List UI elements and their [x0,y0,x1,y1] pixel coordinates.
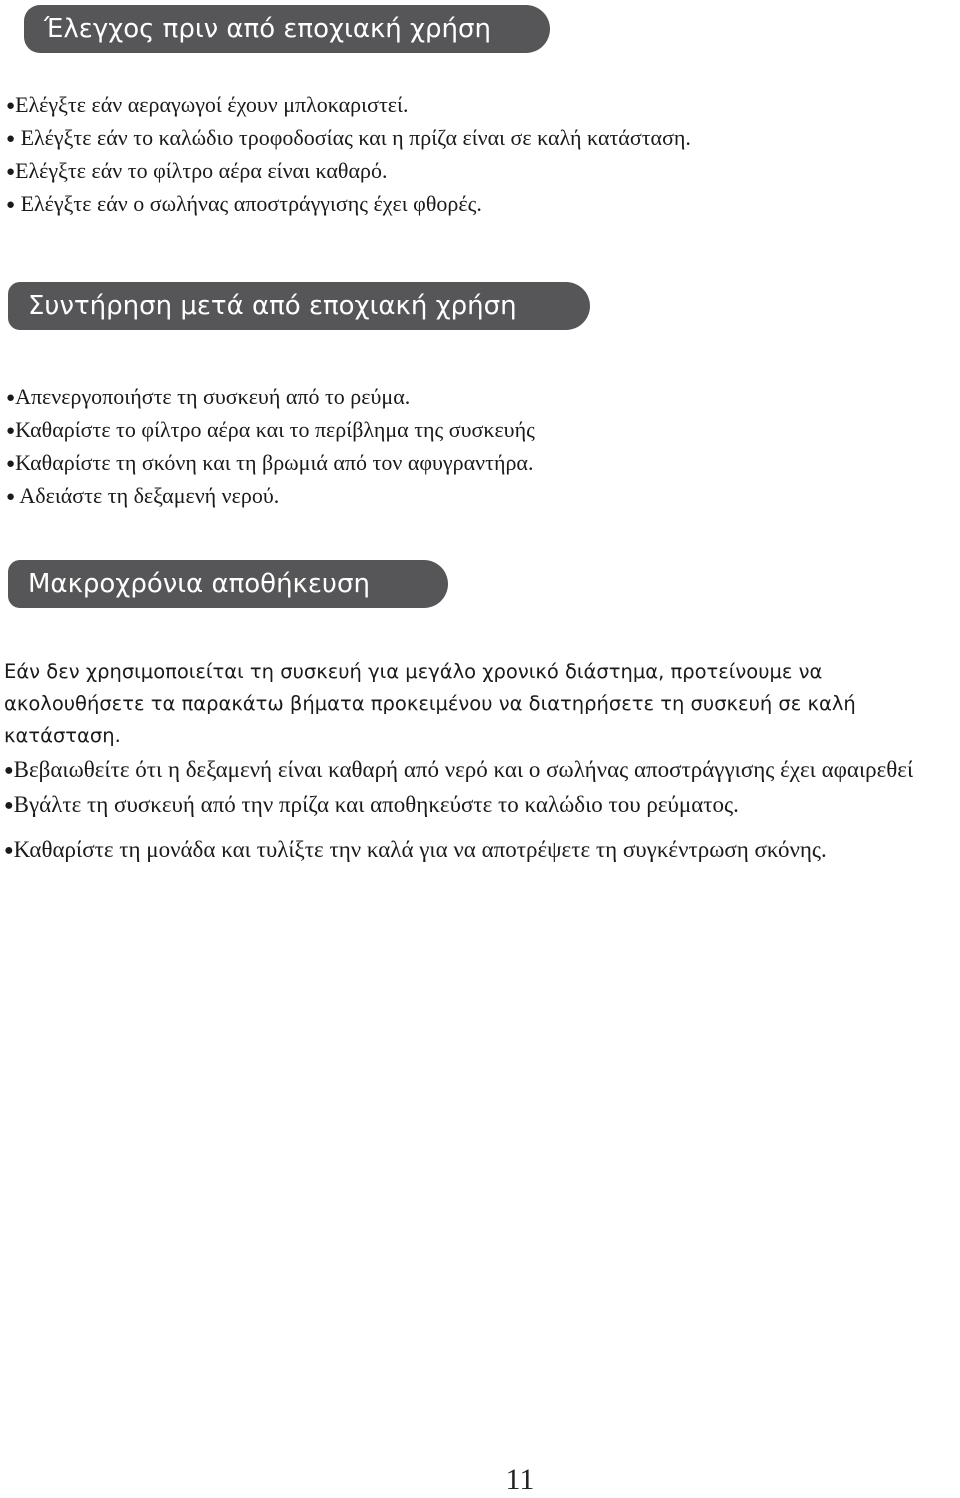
list-item: ●Βεβαιωθείτε ότι η δεξαμενή είναι καθαρή από νερό και ο σωλήνας αποστράγγισης έχει αφαιρεθεί [4,757,914,782]
bullet-icon: ● [4,762,14,779]
list-item: ●Ελέγξτε εάν το φίλτρο αέρα είναι καθαρό. [6,154,691,187]
section-title: Έλεγχος πριν από εποχιακή χρήση [44,14,491,44]
long-term-storage-list [4,754,954,867]
bullet-icon: ● [6,456,16,472]
list-item: ●Βγάλτε τη συσκευή από την πρίζα και αποθηκεύστε το καλώδιο του ρεύματος. [4,792,739,817]
bullet-icon: ● [6,197,16,213]
bullet-icon: ● [4,842,14,859]
bullet-icon: ● [4,797,14,814]
section-header-long-term-storage [8,560,448,608]
list-item: ●Καθαρίστε τη μονάδα και τυλίξτε την καλά για να αποτρέψετε τη συγκέντρωση σκόνης. [4,837,827,862]
pre-season-check-list [6,88,691,220]
section-title: Μακροχρόνια αποθήκευση [28,569,370,599]
list-item: ● Ελέγξτε εάν το καλώδιο τροφοδοσίας και η πρίζα είναι σε καλή κατάσταση. [6,121,691,154]
bullet-icon: ● [6,489,16,505]
bullet-icon: ● [6,131,16,147]
section-title: Συντήρηση μετά από εποχιακή χρήση [28,291,517,321]
bullet-icon: ● [6,390,16,406]
bullet-icon: ● [6,423,16,439]
section-header-pre-season-check [24,5,550,53]
list-item: ●Ελέγξτε εάν αεραγωγοί έχουν μπλοκαριστεί. [6,88,691,121]
section-header-post-season-maintenance [8,282,590,330]
page-number: 11 [505,1463,535,1496]
list-item: ● Αδειάστε τη δεξαμενή νερού. [6,479,535,512]
list-item: ●Καθαρίστε το φίλτρο αέρα και το περίβλημα της συσκευής [6,413,535,446]
post-season-maintenance-list [6,380,535,512]
list-item: ●Απενεργοποιήστε τη συσκευή από το ρεύμα. [6,380,535,413]
bullet-icon: ● [6,164,16,180]
list-item: ●Καθαρίστε τη σκόνη και τη βρωμιά από τον αφυγραντήρα. [6,446,535,479]
bullet-icon: ● [6,98,16,114]
long-term-storage-intro: Εάν δεν χρησιμοποιείται τη συσκευή για μεγάλο χρονικό διάστημα, προτείνουμε να ακολουθήσετε τα παρακάτω βήματα προκειμένου να διατηρήσετε τη συσκευή σε καλή κατάσταση. [4,660,856,747]
list-item: ● Ελέγξτε εάν ο σωλήνας αποστράγγισης έχει φθορές. [6,187,691,220]
